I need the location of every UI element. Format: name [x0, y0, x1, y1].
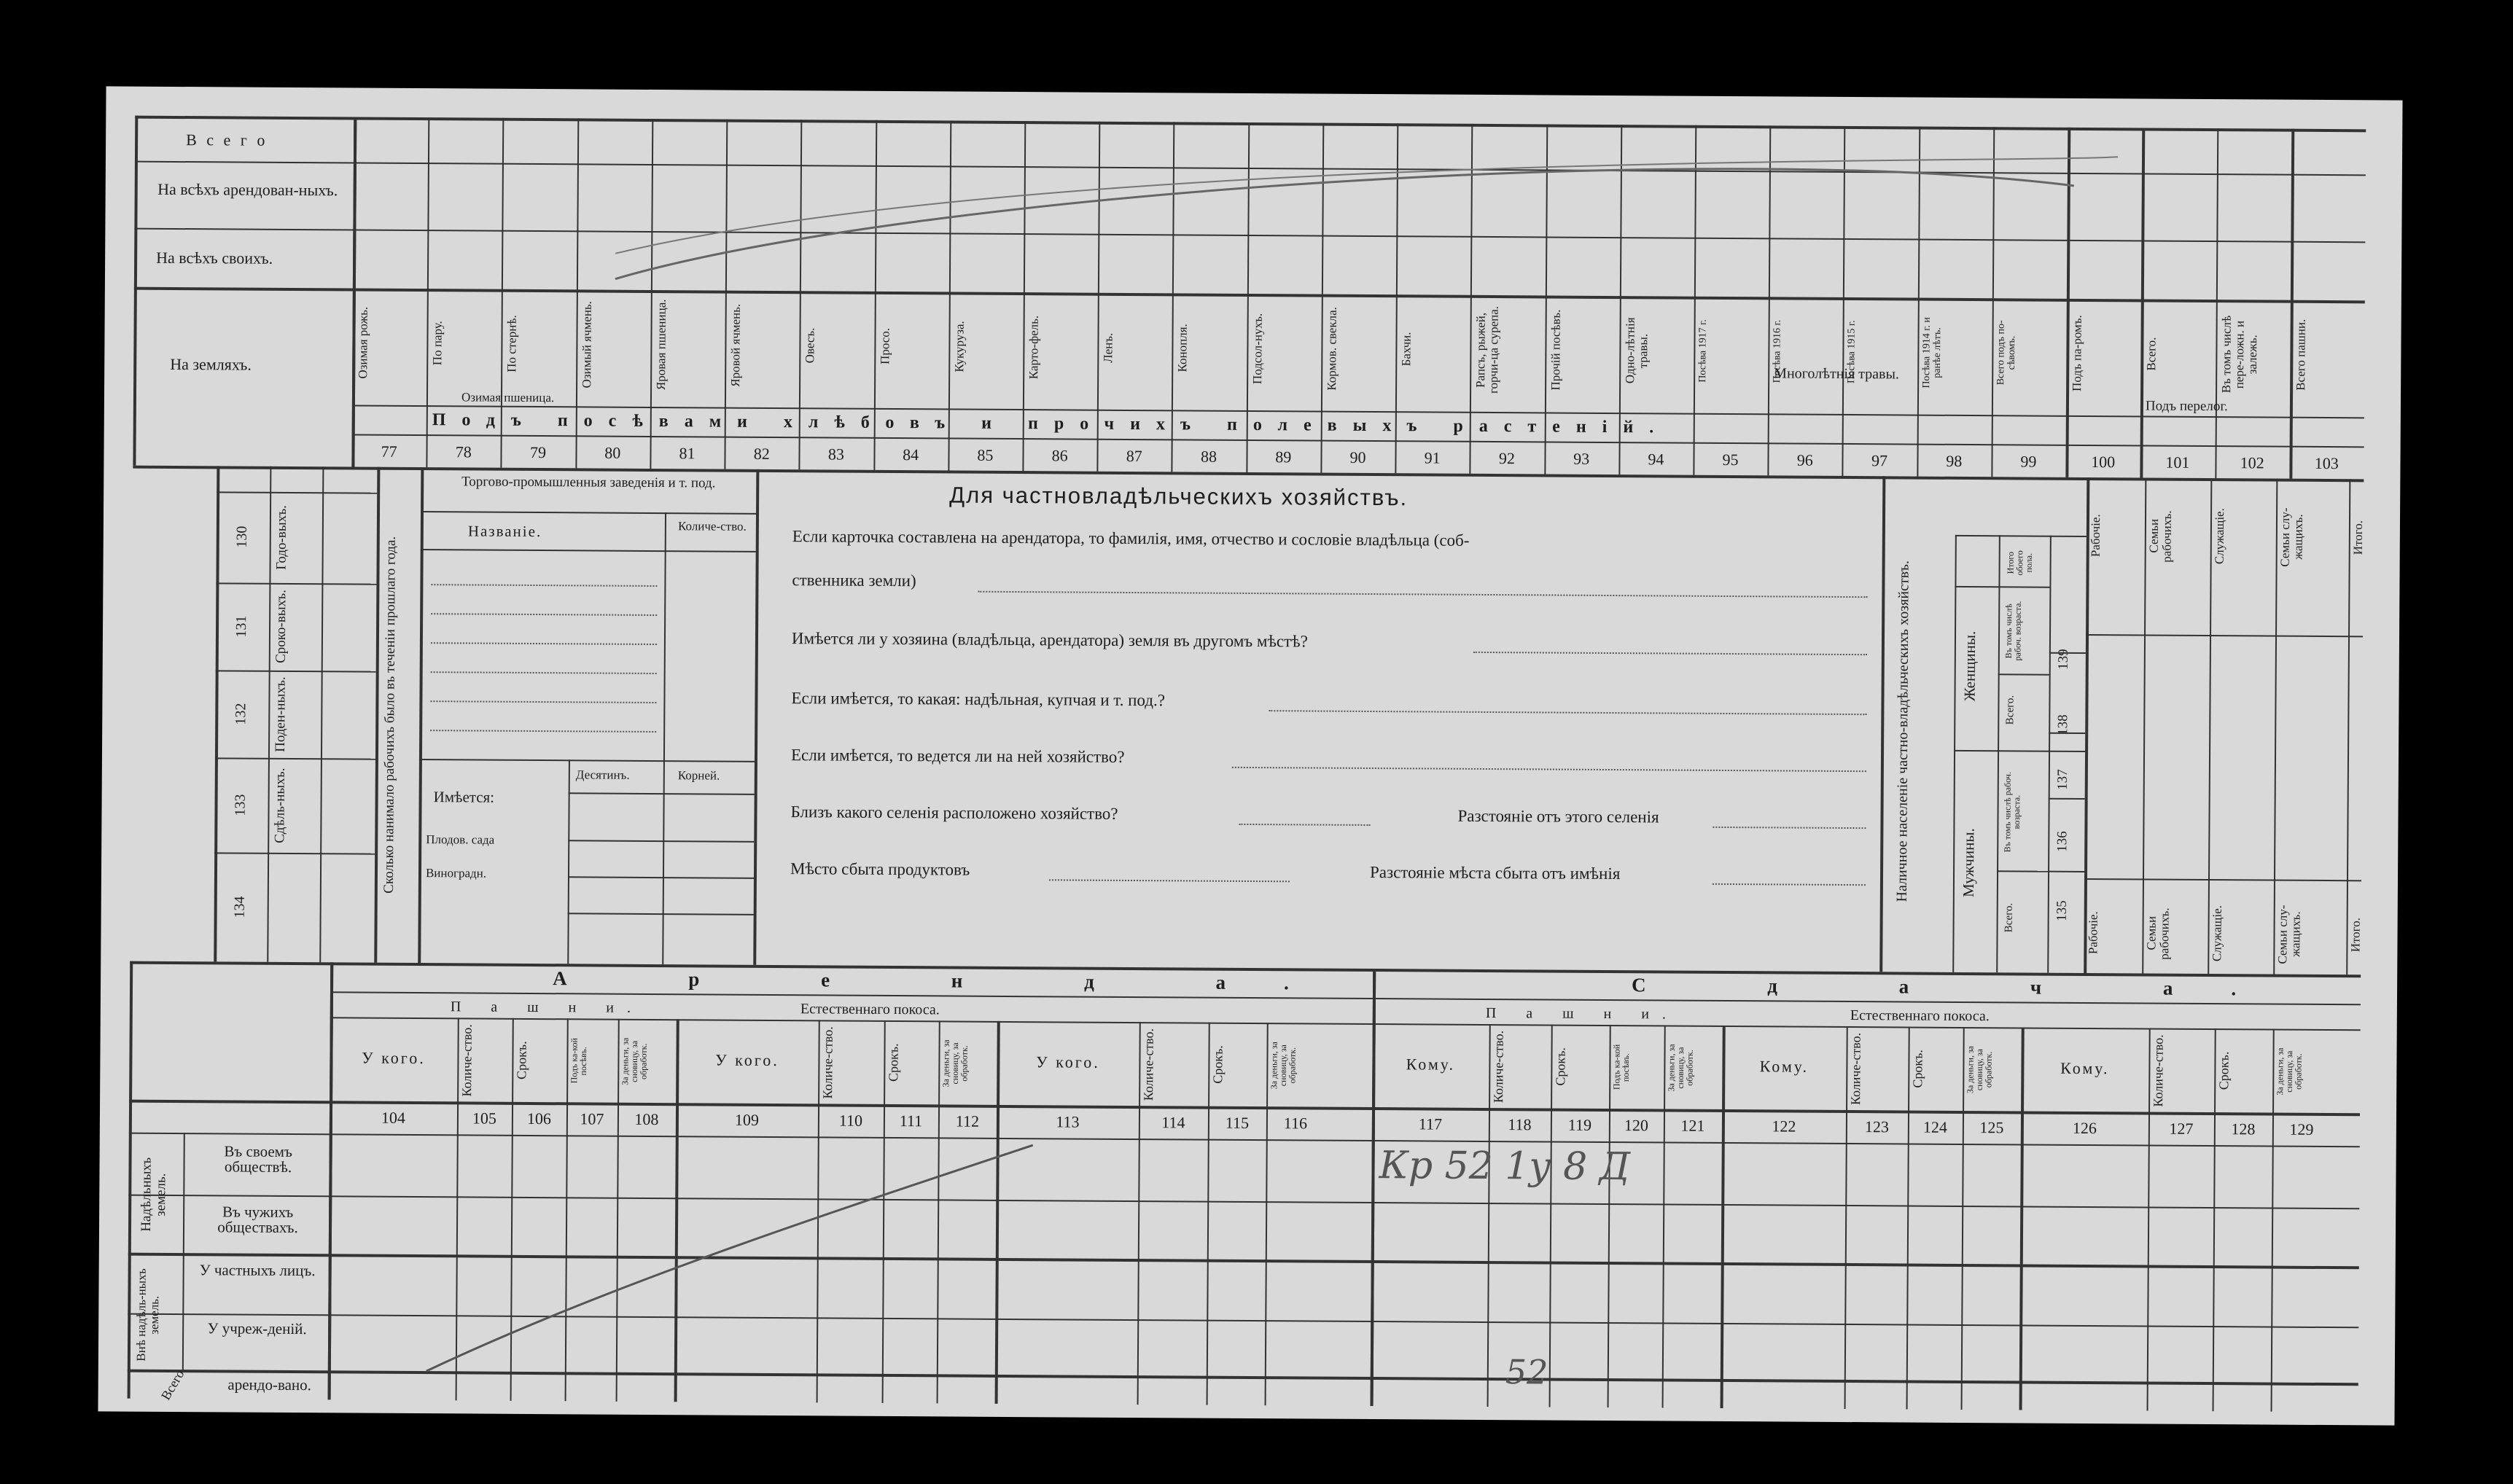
row-vsego-arendovano: арендо-вано. — [227, 1375, 312, 1394]
sdacha-num-0: 117 — [1418, 1114, 1443, 1133]
row-label-svoih: На всѣхъ своихъ. — [156, 248, 273, 267]
arenda-pashni: П а ш н и. — [450, 999, 644, 1016]
sdacha-header-2: Срокъ. — [1553, 1047, 1568, 1086]
private-q6b: Разстояніе мѣста сбыта отъ имѣнія — [1369, 863, 1621, 883]
arenda-num-7: 111 — [899, 1112, 923, 1130]
crop-num-94: 94 — [1648, 450, 1664, 469]
crop-header-82: Яровой ячмень. — [728, 303, 743, 387]
arenda-header-0: У кого. — [362, 1048, 426, 1068]
census-card — [98, 86, 2402, 1425]
arenda-header-1: Количе-ство. — [459, 1023, 475, 1097]
row-chuzhih: Въ чужихъ обществахъ. — [217, 1203, 298, 1237]
crop-header-94: Одно-лѣтнія травы. — [1622, 317, 1651, 384]
arenda-pokos: Естественнаго покоса. — [800, 1001, 940, 1018]
crop-num-84: 84 — [903, 445, 919, 464]
crop-num-96: 96 — [1796, 450, 1813, 469]
row-label-vsego: В с е г о — [186, 130, 268, 149]
private-title: Для частновладѣльческихъ хозяйствъ. — [949, 482, 1409, 511]
population-women-vtom: Въ томъ числѣ рабоч. возраста. — [2003, 601, 2023, 661]
worker-num-130: 130 — [233, 526, 250, 549]
private-q3: Если имѣется, то какая: надѣльная, купчая и т. под.? — [791, 689, 1166, 710]
crop-header-84: Просо. — [877, 327, 892, 364]
crop-num-90: 90 — [1349, 448, 1366, 466]
arenda-num-10: 114 — [1161, 1113, 1185, 1132]
sdacha-pokos: Естественнаго покоса. — [1850, 1007, 1990, 1025]
crop-num-87: 87 — [1126, 446, 1142, 466]
crop-header-87: Ленъ. — [1101, 332, 1115, 363]
trade-qty-col: Количе-ство. — [677, 519, 747, 534]
crop-header-102: Въ томъ числѣ пере-ложн. и залежь. — [2218, 315, 2259, 394]
sdacha-header-11: Срокъ. — [2216, 1051, 2232, 1090]
population-men: Мужчины. — [1959, 828, 1978, 898]
private-q5b: Разстояніе отъ этого селенія — [1457, 806, 1659, 827]
crop-header-93: Прочій посѣвъ. — [1548, 310, 1563, 391]
pop-col-top-3: Семьи слу-жащихъ. — [2278, 507, 2305, 567]
crop-num-86: 86 — [1051, 446, 1068, 465]
crop-header-92: Рапсъ, рыжей, горчи-ца сурепа. — [1473, 305, 1501, 394]
crop-num-100: 100 — [2091, 453, 2116, 472]
sdacha-num-12: 129 — [2289, 1120, 2314, 1139]
private-q5: Близъ какого селенія расположено хозяйство? — [790, 802, 1118, 823]
arenda-title: А р е н д а. — [553, 967, 1347, 994]
pop-col-top-4: Итого. — [2350, 520, 2366, 555]
handwritten-number: 52 — [1505, 1352, 1548, 1392]
row-svoem: Въ своемъ обществѣ. — [224, 1142, 292, 1176]
crop-num-101: 101 — [2165, 453, 2190, 472]
crop-num-95: 95 — [1722, 450, 1739, 469]
population-women-vsego: Всего. — [2004, 695, 2017, 725]
row-label-arendovannyh: На всѣхъ арендован-ныхъ. — [157, 179, 338, 200]
sdacha-header-5: Кому. — [1759, 1057, 1809, 1076]
sdacha-num-5: 122 — [1772, 1117, 1796, 1136]
arenda-header-6: Количе-ство. — [820, 1026, 835, 1099]
arenda-num-8: 112 — [955, 1112, 980, 1130]
row-label-na-zemlyah: На земляхъ. — [170, 354, 252, 374]
crop-num-81: 81 — [679, 444, 696, 463]
crop-header-103: Всего пашни. — [2293, 319, 2308, 391]
sdacha-pashni: П а ш н и. — [1485, 1004, 1680, 1023]
private-q6: Мѣсто сбыта продуктовъ — [790, 859, 970, 879]
handwritten-note: Кр 52 1у 8 Д — [1379, 1144, 1631, 1190]
crop-header-78: По пару. — [430, 321, 445, 366]
crop-num-98: 98 — [1946, 451, 1963, 470]
crops-banner: Подъ посѣвами хлѣбовъ и прочихъ полевыхъ растеній. — [432, 410, 1670, 437]
arenda-num-11: 115 — [1225, 1113, 1250, 1132]
row-group-nadel: Надѣльныхъ земель. — [138, 1157, 169, 1232]
crop-num-77: 77 — [381, 442, 397, 461]
crop-num-85: 85 — [977, 445, 994, 464]
crop-header-96: Посѣва 1916 г. — [1772, 320, 1783, 383]
sdacha-header-3: Подъ ка-кой посѣвъ. — [1611, 1044, 1632, 1090]
ozimaya-pshenitsa-label: Озимая пшеница. — [461, 390, 555, 405]
sdacha-header-0: Кому. — [1406, 1055, 1456, 1074]
crop-header-79: По стернѣ. — [504, 315, 520, 373]
arenda-header-7: Срокъ. — [886, 1043, 901, 1082]
pop-num-136: 136 — [2054, 831, 2070, 853]
crop-header-85: Кукуруза. — [951, 321, 967, 372]
sdacha-header-8: За деньги, за сновицу, за обработк. — [1965, 1045, 1994, 1093]
population-itogo: Итого обоего пола. — [2005, 550, 2034, 576]
crop-num-88: 88 — [1200, 447, 1217, 466]
pop-num-135: 135 — [2054, 900, 2070, 922]
pop-col-top-2: Служащіе. — [2212, 508, 2227, 565]
private-q4: Если имѣется, то ведется ли на ней хозяйство? — [790, 746, 1125, 766]
crop-header-91: Бахчи. — [1399, 332, 1414, 367]
crop-num-83: 83 — [827, 445, 845, 464]
crop-header-89: Подсол-нухъ. — [1250, 313, 1265, 384]
sdacha-num-4: 121 — [1680, 1116, 1705, 1135]
crop-header-77: Озимая рожь. — [356, 307, 370, 379]
crop-num-82: 82 — [753, 444, 770, 463]
mnogoletnie-label: Многолѣтнія травы. — [1774, 365, 1900, 383]
crop-header-101: Всего. — [2144, 337, 2159, 371]
crop-header-86: Карто-фель. — [1026, 315, 1041, 379]
crop-header-80: Озимый ячмень. — [579, 300, 594, 388]
population-women: Женщины. — [1960, 630, 1979, 702]
crop-header-83: Овесъ. — [803, 327, 817, 364]
arenda-header-5: У кого. — [715, 1050, 779, 1070]
pop-num-137: 137 — [2054, 769, 2070, 791]
sdacha-num-6: 123 — [1864, 1117, 1889, 1136]
trade-title: Торгово-промышленныя заведенія и т. под. — [461, 474, 716, 491]
crop-num-91: 91 — [1424, 448, 1441, 467]
worker-label-132: Поден-ныхъ. — [273, 676, 289, 752]
crop-header-98: Посѣва 1914 г. и ранѣе лѣтъ. — [1920, 316, 1943, 388]
sdacha-num-7: 124 — [1922, 1117, 1947, 1136]
trade-name-col: Названіе. — [467, 522, 542, 541]
sdacha-header-9: Кому. — [2060, 1058, 2110, 1078]
crop-num-93: 93 — [1573, 449, 1590, 468]
arenda-header-3: Подъ ка-кой посѣвъ. — [569, 1038, 589, 1084]
worker-num-134: 134 — [231, 896, 248, 918]
population-men-vtom: Въ томъ числѣ рабоч. возраста. — [2002, 772, 2022, 853]
arenda-num-2: 106 — [526, 1109, 552, 1128]
crop-header-97: Посѣва 1915 г. — [1846, 320, 1858, 384]
worker-label-130: Годо-выхъ. — [273, 504, 290, 570]
sdacha-num-8: 125 — [1979, 1118, 2004, 1137]
row-group-vne: Внѣ надѣль-ныхъ земель. — [133, 1268, 162, 1362]
arenda-header-2: Срокъ. — [514, 1041, 529, 1080]
arenda-num-0: 104 — [381, 1108, 406, 1127]
crop-num-97: 97 — [1871, 451, 1888, 470]
arenda-num-9: 113 — [1056, 1112, 1080, 1131]
sdacha-header-7: Срокъ. — [1910, 1050, 1925, 1088]
row-vsego-label: Всего — [157, 1367, 187, 1403]
worker-num-133: 133 — [232, 794, 249, 816]
trade-sad: Плодов. сада — [426, 832, 495, 847]
row-chastnyh: У частныхъ лицъ. — [199, 1261, 316, 1280]
crop-header-90: Кормов. свекла. — [1324, 307, 1339, 391]
population-title: Наличное населеніе частно-владѣльческихъ хозяйствъ. — [1893, 561, 1912, 902]
trade-vino: Виноградн. — [425, 866, 487, 880]
trade-korney: Корней. — [677, 768, 720, 783]
arenda-header-12: За деньги, за сновицу, за обработк. — [1269, 1041, 1298, 1089]
crop-header-88: Конопля. — [1175, 324, 1191, 372]
arenda-num-3: 107 — [580, 1109, 604, 1128]
crop-header-81: Яровая пшеница. — [653, 299, 669, 391]
worker-num-131: 131 — [233, 615, 250, 638]
pop-col-top-0: Рабочіе. — [2088, 514, 2103, 558]
arenda-header-11: Срокъ. — [1210, 1045, 1226, 1085]
pop-col-bottom-2: Служащіе. — [2210, 905, 2224, 962]
pop-col-bottom-1: Семьи рабочихъ. — [2144, 907, 2172, 960]
pod-perelog-label: Подъ перелог. — [2145, 398, 2228, 415]
private-q2: Имѣется ли у хозяина (владѣльца, арендатора) земля въ другомъ мѣстѣ? — [791, 629, 1309, 651]
crop-num-80: 80 — [604, 443, 621, 462]
worker-label-133: Сдѣль-ныхъ. — [272, 768, 288, 843]
worker-label-131: Сроко-выхъ. — [273, 590, 289, 664]
sdacha-header-6: Количе-ство. — [1848, 1032, 1863, 1105]
crop-num-92: 92 — [1498, 449, 1516, 468]
sdacha-num-1: 118 — [1508, 1115, 1532, 1134]
arenda-num-1: 105 — [472, 1109, 497, 1128]
sdacha-header-1: Количе-ство. — [1491, 1030, 1506, 1103]
private-q1b: ственника земли) — [792, 571, 916, 590]
sdacha-header-10: Количе-ство. — [2151, 1034, 2166, 1107]
crop-header-99: Всего подъ по-сѣвомъ. — [1995, 320, 2018, 386]
arenda-num-5: 109 — [734, 1110, 760, 1129]
crop-header-100: Подъ па-ромъ. — [2070, 315, 2084, 392]
pop-col-bottom-4: Итого. — [2348, 917, 2363, 952]
pop-num-139: 139 — [2055, 649, 2071, 671]
crop-num-99: 99 — [2020, 452, 2037, 471]
arenda-header-8: За деньги, за сновицу, за обработк. — [940, 1039, 970, 1087]
crop-num-79: 79 — [529, 442, 547, 462]
arenda-num-4: 108 — [634, 1109, 659, 1129]
trade-has: Имѣется: — [433, 788, 495, 806]
crop-header-95: Посѣва 1917 г. — [1697, 319, 1709, 383]
row-uchrezhd: У учреж-деній. — [207, 1319, 307, 1338]
pop-col-top-1: Семьи рабочихъ. — [2146, 509, 2174, 563]
sdacha-header-12: За деньги, за сновицу, за обработк. — [2275, 1047, 2304, 1096]
sdacha-num-11: 128 — [2231, 1120, 2256, 1139]
crop-num-89: 89 — [1275, 448, 1292, 466]
private-q1: Если карточка составлена на арендатора, то фамилія, имя, отчество и сословіе владѣльца (соб- — [792, 527, 1470, 550]
arenda-num-6: 110 — [838, 1111, 863, 1130]
crop-num-103: 103 — [2314, 453, 2339, 473]
sdacha-title: С д а ч а. — [1631, 974, 2295, 1000]
arenda-header-4: За деньги, за сновицу, за обработк. — [620, 1037, 649, 1085]
trade-desyatin: Десятинъ. — [575, 768, 630, 782]
crop-num-78: 78 — [455, 442, 472, 461]
population-men-vsego: Всего. — [2003, 903, 2015, 933]
sdacha-num-3: 120 — [1624, 1116, 1648, 1135]
arenda-num-12: 116 — [1283, 1114, 1308, 1133]
sdacha-num-2: 119 — [1567, 1115, 1592, 1134]
pop-col-bottom-3: Семьи слу-жащихъ. — [2275, 905, 2303, 964]
arenda-header-9: У кого. — [1036, 1053, 1100, 1071]
pencil-strokes — [98, 86, 2402, 1425]
pop-col-bottom-0: Рабочіе. — [2086, 911, 2100, 955]
crop-num-102: 102 — [2240, 453, 2264, 472]
sdacha-header-4: За деньги, за сновицу, за обработк. — [1666, 1043, 1695, 1092]
pop-num-138: 138 — [2055, 714, 2071, 736]
arenda-header-10: Количе-ство. — [1141, 1028, 1156, 1101]
sdacha-num-9: 126 — [2072, 1118, 2097, 1138]
workers-title: Сколько нанимало рабочихъ было въ теченіи прошлаго года. — [381, 536, 399, 894]
sdacha-num-10: 127 — [2169, 1119, 2194, 1138]
worker-num-132: 132 — [233, 703, 249, 725]
